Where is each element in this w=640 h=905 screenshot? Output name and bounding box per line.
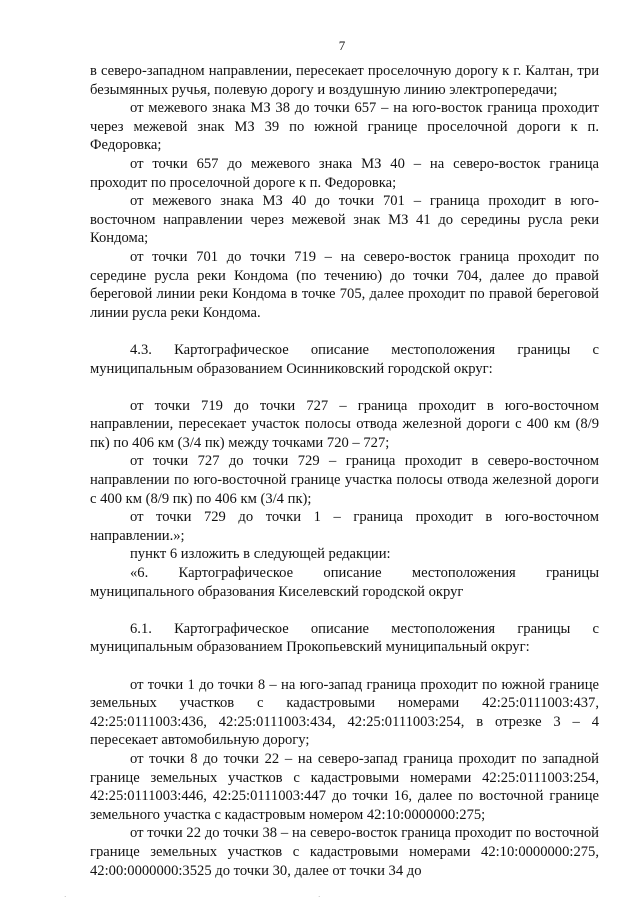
- spacer: [90, 322, 599, 341]
- paragraph: пункт 6 изложить в следующей редакции:: [130, 546, 391, 563]
- section-heading: 6.1. Картографическое описание местоположения границы с муниципальным образованием Прокопьевский муниципальный округ:: [90, 620, 599, 656]
- section-heading: «6. Картографическое описание местоположения границы муниципального образования Киселевский городской округ: [90, 565, 599, 600]
- paragraph: от точки 701 до точки 719 – на северо-восток граница проходит по середине русла реки Кондома (по течению) до точки 704, далее до правой береговой линии реки Кондома в точке 705, далее проходит по правой береговой линии русла реки Кондома.: [90, 248, 599, 321]
- spacer: [90, 657, 599, 676]
- spacer: [90, 601, 599, 620]
- paragraph: от точки 657 до межевого знака МЗ 40 – на северо-восток граница проходит по проселочной дороге к п. Федоровка;: [90, 155, 599, 191]
- paragraph: от точки 719 до точки 727 – граница проходит в юго-восточном направлении, пересекает участок полосы отвода железной дороги с 400 км (8/9 пк) по 406 км (3/4 пк) между точками 720 – 727;: [90, 397, 599, 451]
- scan-mark: ·: [318, 893, 321, 901]
- spacer: [90, 378, 599, 397]
- paragraph: от точки 727 до точки 729 – граница проходит в северо-восточном направлении по юго-восточной границе участка полосы отвода железной дороги с 400 км (8/9 пк) по 406 км (3/4 пк);: [90, 453, 599, 507]
- paragraph: в северо-западном направлении, пересекает проселочную дорогу к г. Калтан, три безымянных ручья, полевую дорогу и воздушную линию электропередачи;: [90, 63, 599, 98]
- section-heading: 4.3. Картографическое описание местоположения границы с муниципальным образованием Осинниковский городской округ:: [90, 341, 599, 377]
- paragraph: от точки 729 до точки 1 – граница проходит в юго-восточном направлении.»;: [90, 509, 599, 544]
- scan-mark: ·: [64, 893, 67, 901]
- paragraph: от межевого знака МЗ 40 до точки 701 – граница проходит в юго-восточном направлении через межевой знак МЗ 41 до середины русла реки Кондома;: [90, 193, 599, 247]
- paragraph: от точки 22 до точки 38 – на северо-восток граница проходит по восточной границе земельных участков с кадастровыми номерами 42:10:0000000:275, 42:00:0000000:3525 до точки 30, далее от точки 34 до: [90, 825, 599, 879]
- paragraph: от точки 1 до точки 8 – на юго-запад граница проходит по южной границе земельных участков с кадастровыми номерами 42:25:0111003:437, 42:25:0111003:436, 42:25:0111003:434, 42:25:0111003:254, в отрезке 3 – 4 пересекает автомобильную дорогу;: [90, 676, 599, 749]
- document-body: [90, 62, 599, 880]
- page-number: 7: [338, 38, 346, 53]
- paragraph: от точки 8 до точки 22 – на северо-запад граница проходит по западной границе земельных участков с кадастровыми номерами 42:25:0111003:254, 42:25:0111003:446, 42:25:0111003:447 до точки 16, далее по восточной границе земельного участка с кадастровым номером 42:10:0000000:275;: [90, 750, 599, 823]
- paragraph: от межевого знака МЗ 38 до точки 657 – на юго-восток граница проходит через межевой знак МЗ 39 по южной границе проселочной дороги к п. Федоровка;: [90, 100, 599, 154]
